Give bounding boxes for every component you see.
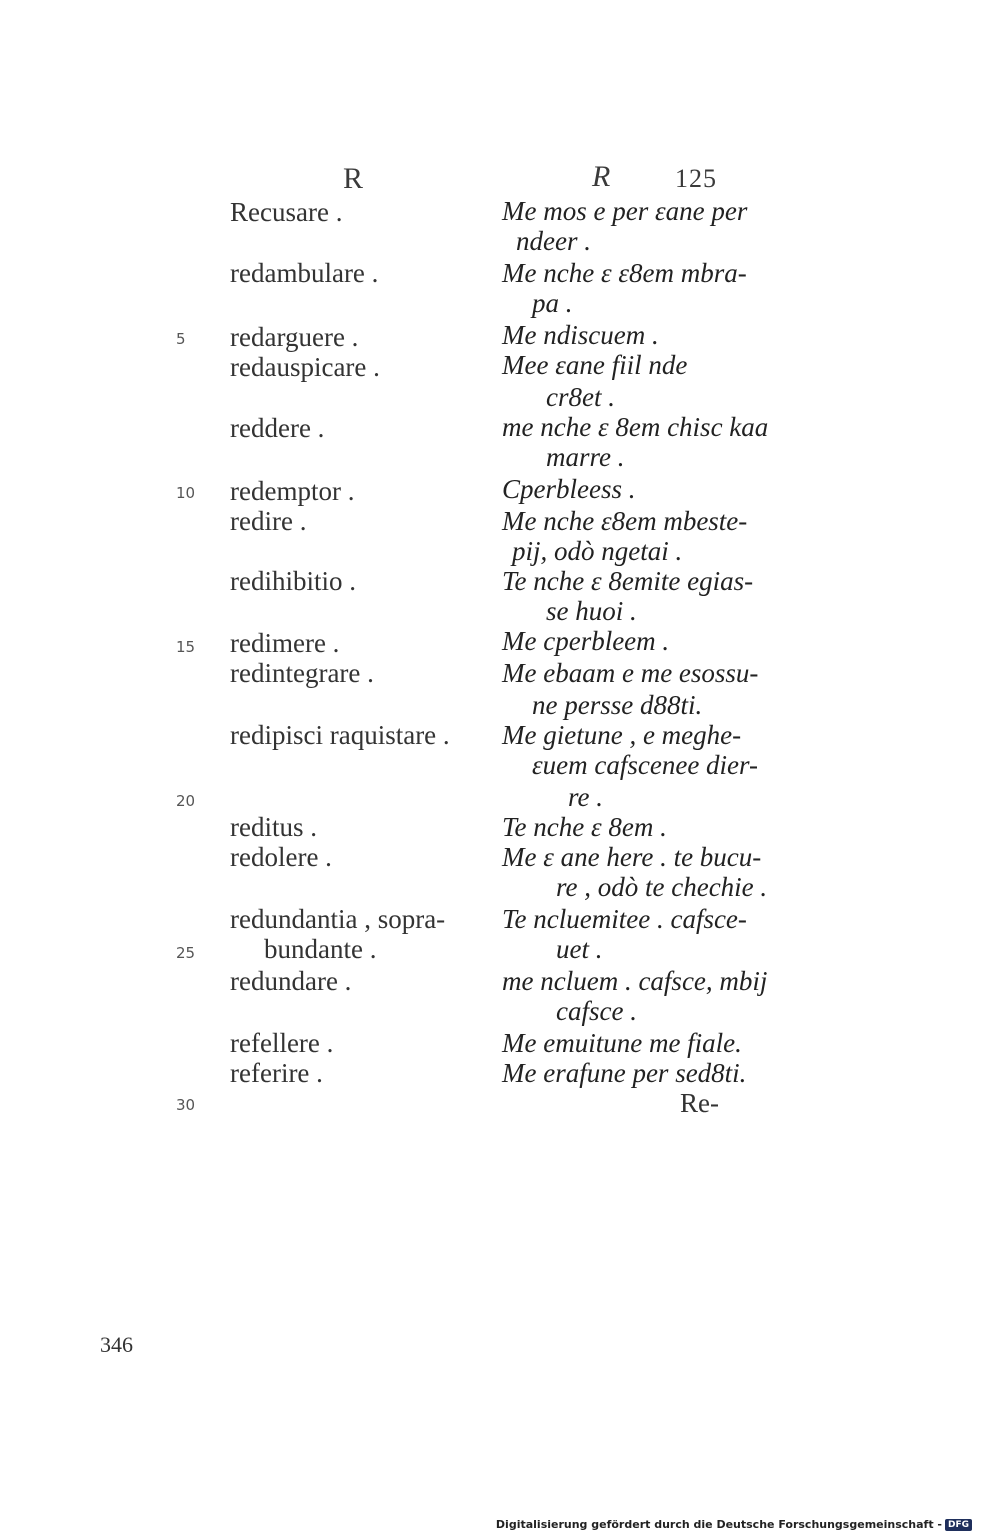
- albanian-entry-continuation: pij, odò ngetai .: [512, 536, 683, 566]
- albanian-entry: Me gietune , e meghe-: [502, 720, 742, 750]
- running-head-left: R: [343, 162, 364, 195]
- latin-entry: redimere .: [230, 628, 340, 658]
- latin-entry: referire .: [230, 1058, 323, 1088]
- latin-entry: redintegrare .: [230, 658, 374, 688]
- albanian-entry-continuation: marre .: [546, 442, 625, 472]
- albanian-entry: Me ɛ ane here . te bucu-: [502, 842, 762, 872]
- albanian-entry-continuation: ɛuem cafscenee dier-: [532, 750, 758, 780]
- albanian-entry: Mee ɛane fiil nde: [502, 350, 688, 380]
- albanian-entry-continuation: pa .: [532, 288, 573, 318]
- line-number-25: 25: [176, 944, 196, 962]
- line-number-30: 30: [176, 1096, 196, 1114]
- albanian-entry: Me nche ɛ ɛ8em mbra-: [502, 258, 747, 288]
- albanian-entry: Cperbleess .: [502, 474, 636, 504]
- albanian-entry-continuation: ndeer .: [516, 226, 591, 256]
- albanian-entry: Me mos e per ɛane per: [502, 196, 748, 226]
- albanian-entry: Me erafune per sed8ti.: [502, 1058, 747, 1088]
- archive-folio-number: 346: [100, 1332, 133, 1357]
- albanian-entry: Me cperbleem .: [502, 626, 670, 656]
- digitization-footer: [496, 1518, 972, 1531]
- latin-entry: redire .: [230, 506, 307, 536]
- albanian-entry: Me nche ɛ8em mbeste-: [502, 506, 748, 536]
- latin-entry: redolere .: [230, 842, 332, 872]
- albanian-entry: Te ncluemitee . cafsce-: [502, 904, 747, 934]
- latin-entry: redundantia , sopra-: [230, 904, 446, 934]
- latin-entry: refellere .: [230, 1028, 334, 1058]
- albanian-entry-continuation: cafsce .: [556, 996, 637, 1026]
- albanian-entry-continuation: se huoi .: [546, 596, 637, 626]
- latin-entry-continuation: bundante .: [264, 934, 377, 964]
- line-number-15: 15: [176, 638, 196, 656]
- line-number-10: 10: [176, 484, 196, 502]
- albanian-entry-continuation: uet .: [556, 934, 603, 964]
- albanian-entry: Me emuitune me fiale.: [502, 1028, 742, 1058]
- page-number: 125: [675, 164, 717, 193]
- latin-entry: redarguere .: [230, 322, 359, 352]
- albanian-entry: Me ebaam e me esossu-: [502, 658, 759, 688]
- albanian-entry-continuation: re .: [568, 782, 603, 812]
- dfg-logo: DFG: [945, 1519, 972, 1531]
- latin-entry: redihibitio .: [230, 566, 356, 596]
- albanian-entry: Te nche ɛ 8em .: [502, 812, 667, 842]
- latin-entry: redundare .: [230, 966, 352, 996]
- albanian-entry: me nche ɛ 8em chisc kaa: [502, 412, 769, 442]
- latin-entry: Recusare .: [230, 197, 343, 227]
- latin-entry: reditus .: [230, 812, 317, 842]
- running-head-right: R: [592, 160, 611, 193]
- latin-entry: redemptor .: [230, 476, 355, 506]
- albanian-entry-continuation: re , odò te chechie .: [556, 872, 768, 902]
- albanian-entry: Me ndiscuem .: [502, 320, 659, 350]
- latin-entry: redambulare .: [230, 258, 379, 288]
- albanian-entry: Te nche ɛ 8emite egias-: [502, 566, 754, 596]
- albanian-entry-continuation: ne persse d88ti.: [532, 690, 703, 720]
- catchword: Re-: [680, 1088, 719, 1118]
- line-number-20: 20: [176, 792, 196, 810]
- latin-entry: redipisci raquistare .: [230, 720, 450, 750]
- latin-entry: redauspicare .: [230, 352, 380, 382]
- line-number-5: 5: [176, 330, 186, 348]
- footer-text: Digitalisierung gefördert durch die Deutsche Forschungsgemeinschaft -: [495, 1518, 942, 1531]
- albanian-entry-continuation: cr8et .: [546, 382, 615, 412]
- latin-entry: reddere .: [230, 413, 325, 443]
- albanian-entry: me ncluem . cafsce, mbij: [502, 966, 768, 996]
